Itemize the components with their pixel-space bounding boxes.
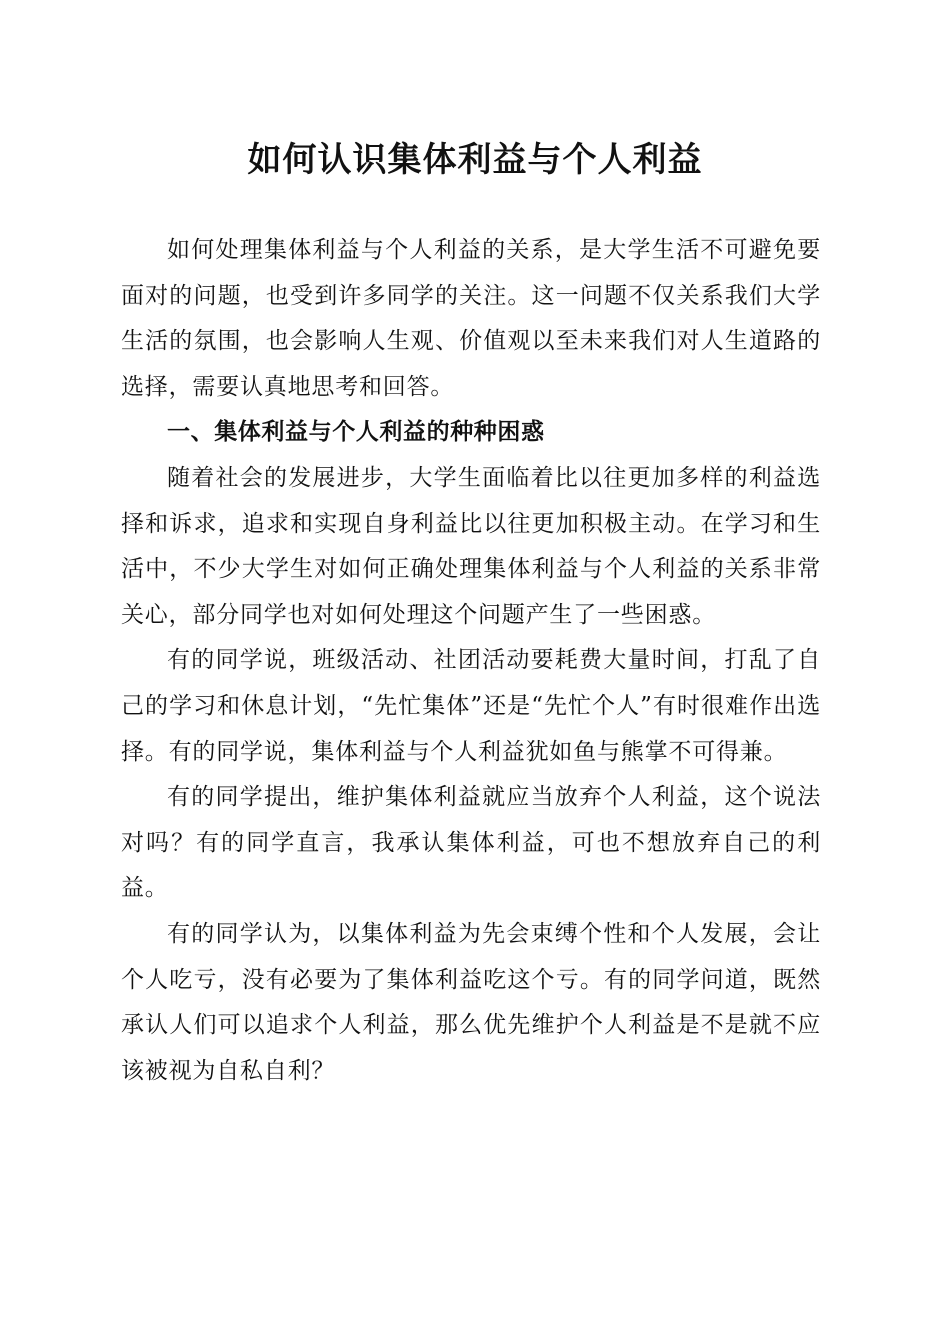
document-body (121, 228, 821, 1094)
section-heading: 一、集体利益与个人利益的种种困惑 (167, 419, 545, 446)
document-title: 如何认识集体利益与个人利益 (247, 140, 703, 180)
section-paragraph-2: 有的同学说，班级活动、社团活动要耗费大量时间，打乱了自己的学习和休息计划，“先忙集体”还是“先忙个人”有时很难作出选择。有的同学说，集体利益与个人利益犹如鱼与熊掌不可得兼。 (121, 647, 821, 765)
section-paragraph-4: 有的同学认为，以集体利益为先会束缚个性和个人发展，会让个人吃亏，没有必要为了集体利益吃这个亏。有的同学问道，既然承认人们可以追求个人利益，那么优先维护个人利益是不是就不应该被视为自私自利？ (121, 920, 821, 1084)
section-paragraph-1: 随着社会的发展进步，大学生面临着比以往更加多样的利益选择和诉求，追求和实现自身利益比以往更加积极主动。在学习和生活中，不少大学生对如何正确处理集体利益与个人利益的关系非常关心，部分同学也对如何处理这个问题产生了一些困惑。 (121, 464, 821, 628)
section-paragraph-3: 有的同学提出，维护集体利益就应当放弃个人利益，这个说法对吗？有的同学直言，我承认集体利益，可也不想放弃自己的利益。 (121, 784, 821, 902)
intro-paragraph: 如何处理集体利益与个人利益的关系，是大学生活不可避免要面对的问题，也受到许多同学的关注。这一问题不仅关系我们大学生活的氛围，也会影响人生观、价值观以至未来我们对人生道路的选择，需要认真地思考和回答。 (121, 237, 821, 400)
